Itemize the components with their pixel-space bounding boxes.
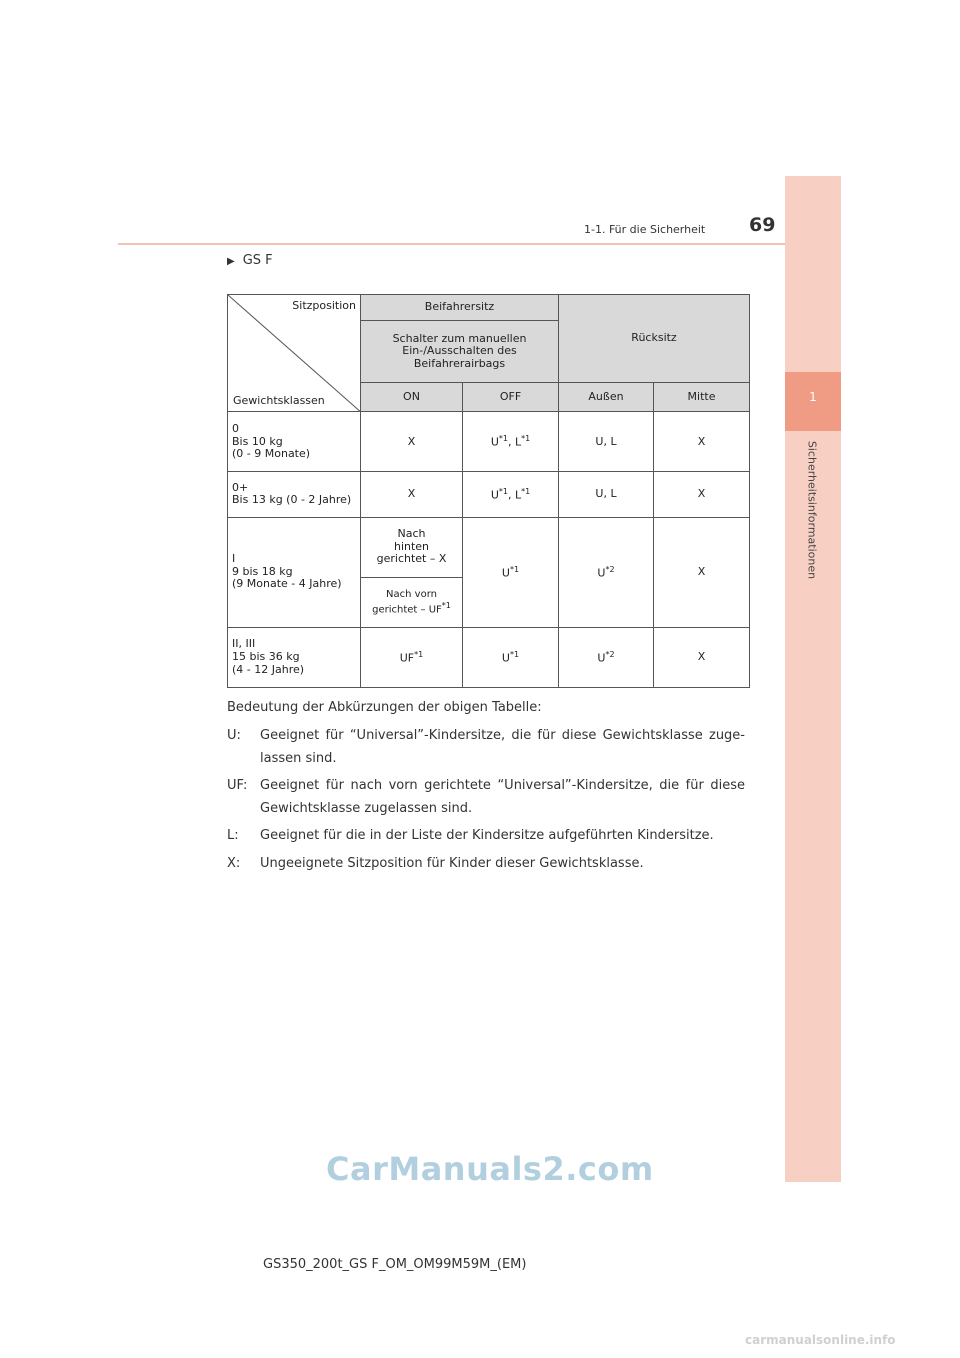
cell-off: $U^{*1}$ bbox=[463, 517, 559, 627]
notes-title: Bedeutung der Abkürzungen der obigen Tabelle: bbox=[227, 700, 542, 715]
weight-class-cell: 0 Bis 10 kg (0 - 9 Monate) bbox=[228, 412, 361, 472]
cell-off: $U^{*1}$, $L^{*1}$ bbox=[463, 472, 559, 517]
document-code: GS350_200t_GS F_OM_OM99M59M_(EM) bbox=[263, 1257, 527, 1272]
cell-middle: X bbox=[654, 517, 750, 627]
note-item bbox=[227, 724, 745, 770]
chapter-number: 1 bbox=[809, 390, 817, 404]
note-text: Geeignet für nach vorn gerichtete “Universal”-Kindersitze, die für diese Gewichtsklasse zugelassen sind. bbox=[260, 778, 745, 816]
col-outer-header: Außen bbox=[559, 383, 654, 412]
cell-on: X bbox=[361, 412, 463, 472]
model-name: GS F bbox=[242, 253, 273, 268]
weight-class-cell: II, III 15 bis 36 kg (4 - 12 Jahre) bbox=[228, 627, 361, 687]
cell-on-forward-facing: Nach vorn gerichtet – UF$^{*1}$ bbox=[361, 577, 463, 627]
note-code: U: bbox=[227, 728, 241, 743]
section-title: 1-1. Für die Sicherheit bbox=[584, 223, 706, 236]
note-text: Geeignet für “Universal”-Kindersitze, die für diese Gewichtsklasse zuge-lassen sind. bbox=[260, 728, 745, 766]
col-off-header: OFF bbox=[463, 383, 559, 412]
front-seat-header: Beifahrersitz bbox=[361, 295, 559, 321]
weight-class-cell: I 9 bis 18 kg (9 Monate - 4 Jahre) bbox=[228, 517, 361, 627]
corner-seat-position: Sitzposition bbox=[292, 299, 356, 312]
triangle-bullet-icon: ▶ bbox=[227, 256, 235, 267]
note-item bbox=[227, 774, 745, 820]
cell-on: UF$^{*1}$ bbox=[361, 627, 463, 687]
note-code: L: bbox=[227, 828, 239, 843]
note-text: Geeignet für die in der Liste der Kindersitze aufgeführten Kindersitze. bbox=[260, 828, 714, 843]
weight-class-cell: 0+ Bis 13 kg (0 - 2 Jahre) bbox=[228, 472, 361, 517]
table-row bbox=[228, 472, 750, 517]
header-rule bbox=[118, 243, 840, 245]
table-corner-cell bbox=[228, 295, 361, 412]
note-item bbox=[227, 852, 745, 875]
table-row bbox=[228, 517, 750, 577]
note-code: X: bbox=[227, 856, 241, 871]
cell-off: $U^{*1}$, $L^{*1}$ bbox=[463, 412, 559, 472]
model-tag bbox=[227, 253, 273, 268]
note-text: Ungeeignete Sitzposition für Kinder dieser Gewichtsklasse. bbox=[260, 856, 644, 871]
cell-middle: X bbox=[654, 412, 750, 472]
rear-seat-header: Rücksitz bbox=[559, 295, 750, 383]
table-row bbox=[228, 627, 750, 687]
col-on-header: ON bbox=[361, 383, 463, 412]
cell-outer: $U^{*2}$ bbox=[559, 627, 654, 687]
cell-on-rear-facing: Nach hinten gerichtet – X bbox=[361, 517, 463, 577]
page-number: 69 bbox=[749, 214, 776, 236]
cell-on: X bbox=[361, 472, 463, 517]
site-watermark: carmanualsonline.info bbox=[745, 1333, 896, 1347]
child-seat-table bbox=[227, 294, 750, 688]
airbag-switch-header: Schalter zum manuellen Ein-/Ausschalten des Beifahrerairbags bbox=[361, 321, 559, 383]
watermark: CarManuals2.com bbox=[326, 1150, 654, 1188]
chapter-label: Sicherheitsinformationen bbox=[805, 440, 819, 580]
cell-middle: X bbox=[654, 627, 750, 687]
cell-middle: X bbox=[654, 472, 750, 517]
side-strip bbox=[785, 176, 841, 1182]
cell-outer: $U^{*2}$ bbox=[559, 517, 654, 627]
table-row bbox=[228, 412, 750, 472]
note-item bbox=[227, 824, 745, 847]
cell-outer: U, L bbox=[559, 472, 654, 517]
cell-outer: U, L bbox=[559, 412, 654, 472]
note-code: UF: bbox=[227, 778, 248, 793]
corner-weight-classes: Gewichtsklassen bbox=[233, 393, 325, 407]
cell-off: $U^{*1}$ bbox=[463, 627, 559, 687]
col-middle-header: Mitte bbox=[654, 383, 750, 412]
